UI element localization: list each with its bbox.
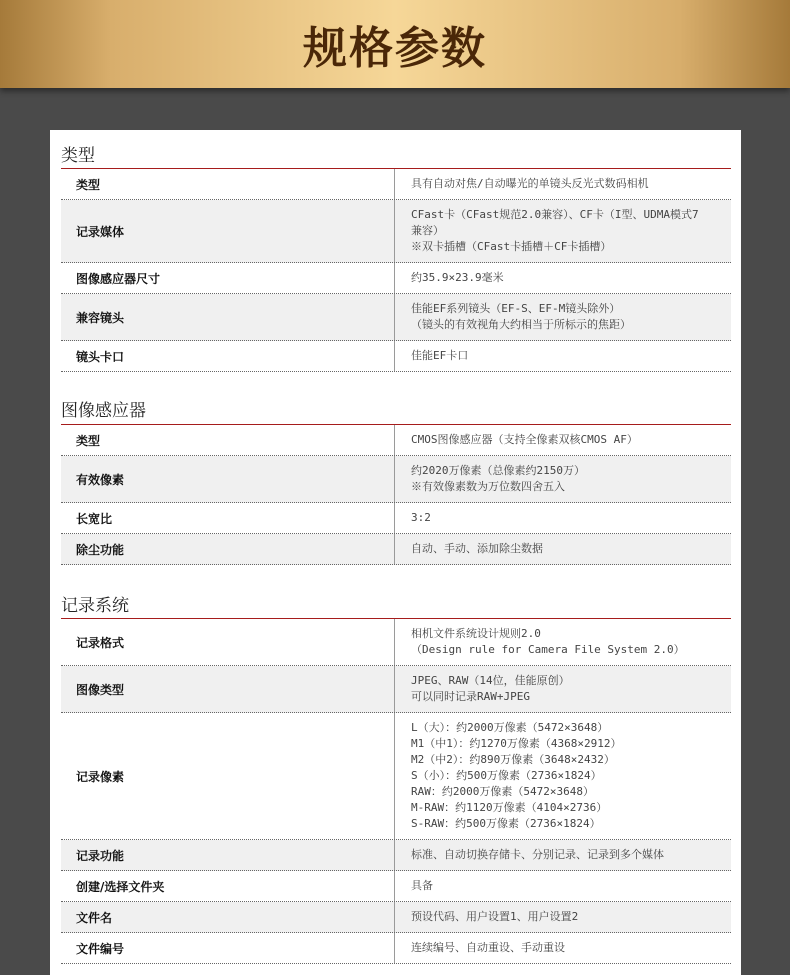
spec-key: 创建/选择文件夹 xyxy=(61,871,395,901)
table-row xyxy=(61,456,731,503)
spec-value-line: 佳能EF系列镜头（EF-S、EF-M镜头除外） xyxy=(411,302,621,315)
table-row xyxy=(61,534,731,565)
spec-value-line: 兼容） xyxy=(411,224,444,237)
table-row xyxy=(61,425,731,456)
spec-key: 类型 xyxy=(61,425,395,455)
spec-value-line: ※双卡插槽（CFast卡插槽＋CF卡插槽） xyxy=(411,240,612,253)
spec-key: 长宽比 xyxy=(61,503,395,533)
spec-value xyxy=(395,902,731,932)
spec-value-line: 约2020万像素（总像素约2150万） xyxy=(411,464,585,477)
spec-value-line: 相机文件系统设计规则2.0 xyxy=(411,627,541,640)
table-row xyxy=(61,503,731,534)
table-row xyxy=(61,341,731,372)
spec-value-line: （镜头的有效视角大约相当于所标示的焦距） xyxy=(411,318,631,331)
spec-key: 有效像素 xyxy=(61,456,395,502)
spec-value-line: M2（中2）：约890万像素（3648×2432） xyxy=(411,753,615,766)
spec-key: 图像类型 xyxy=(61,666,395,712)
spec-value-line: 佳能EF卡口 xyxy=(411,349,469,362)
table-row xyxy=(61,666,731,713)
spec-value-line: 可以同时记录RAW+JPEG xyxy=(411,690,530,703)
spec-value xyxy=(395,456,731,502)
page-title: 规格参数 xyxy=(303,23,487,74)
section-title-recording: 记录系统 xyxy=(61,596,129,616)
table-row xyxy=(61,619,731,666)
spec-value xyxy=(395,263,731,293)
table-row xyxy=(61,263,731,294)
spec-value-line: 标准、自动切换存储卡、分别记录、记录到多个媒体 xyxy=(411,848,664,861)
spec-table-recording xyxy=(61,618,731,964)
spec-value-line: S-RAW：约500万像素（2736×1824） xyxy=(411,817,601,830)
spec-key: 类型 xyxy=(61,169,395,199)
spec-value-line: 3:2 xyxy=(411,511,431,524)
spec-value xyxy=(395,666,731,712)
spec-card xyxy=(50,130,741,975)
spec-value-line: JPEG、RAW（14位，佳能原创） xyxy=(411,674,570,687)
section-title-type: 类型 xyxy=(61,146,95,166)
spec-key: 记录功能 xyxy=(61,840,395,870)
table-row xyxy=(61,902,731,933)
spec-value xyxy=(395,341,731,371)
section-title-sensor: 图像感应器 xyxy=(61,401,146,421)
spec-value-line: 预设代码、用户设置1、用户设置2 xyxy=(411,910,579,923)
spec-key: 记录像素 xyxy=(61,713,395,839)
spec-value xyxy=(395,503,731,533)
spec-value xyxy=(395,294,731,340)
spec-value-line: RAW：约2000万像素（5472×3648） xyxy=(411,785,594,798)
spec-value-line: 约35.9×23.9毫米 xyxy=(411,271,504,284)
spec-value-line: 具备 xyxy=(411,879,433,892)
table-row xyxy=(61,933,731,964)
spec-value xyxy=(395,169,731,199)
spec-key: 兼容镜头 xyxy=(61,294,395,340)
spec-key: 除尘功能 xyxy=(61,534,395,564)
table-row xyxy=(61,840,731,871)
spec-table-type xyxy=(61,168,731,372)
spec-value-line: 自动、手动、添加除尘数据 xyxy=(411,542,543,555)
spec-key: 图像感应器尺寸 xyxy=(61,263,395,293)
spec-value-line: CFast卡（CFast规范2.0兼容）、CF卡（I型、UDMA模式7 xyxy=(411,208,699,221)
spec-value xyxy=(395,713,731,839)
table-row xyxy=(61,294,731,341)
spec-value xyxy=(395,871,731,901)
spec-value-line: 连续编号、自动重设、手动重设 xyxy=(411,941,565,954)
spec-value xyxy=(395,933,731,963)
table-row xyxy=(61,871,731,902)
spec-value-line: L（大）：约2000万像素（5472×3648） xyxy=(411,721,609,734)
spec-value xyxy=(395,200,731,262)
spec-key: 记录媒体 xyxy=(61,200,395,262)
spec-value-line: （Design rule for Camera File System 2.0） xyxy=(411,643,685,656)
spec-value-line: M1（中1）：约1270万像素（4368×2912） xyxy=(411,737,622,750)
table-row xyxy=(61,169,731,200)
spec-value xyxy=(395,534,731,564)
table-row xyxy=(61,200,731,263)
spec-value-line: ※有效像素数为万位数四舍五入 xyxy=(411,480,565,493)
table-row xyxy=(61,713,731,840)
spec-key: 文件名 xyxy=(61,902,395,932)
spec-value xyxy=(395,619,731,665)
spec-value-line: S（小）：约500万像素（2736×1824） xyxy=(411,769,602,782)
spec-key: 镜头卡口 xyxy=(61,341,395,371)
spec-value-line: 具有自动对焦/自动曝光的单镜头反光式数码相机 xyxy=(411,177,649,190)
spec-table-sensor xyxy=(61,424,731,565)
header-banner xyxy=(0,0,790,88)
spec-key: 记录格式 xyxy=(61,619,395,665)
spec-value xyxy=(395,425,731,455)
spec-value xyxy=(395,840,731,870)
spec-value-line: M-RAW：约1120万像素（4104×2736） xyxy=(411,801,608,814)
spec-value-line: CMOS图像感应器（支持全像素双核CMOS AF） xyxy=(411,433,638,446)
spec-key: 文件编号 xyxy=(61,933,395,963)
